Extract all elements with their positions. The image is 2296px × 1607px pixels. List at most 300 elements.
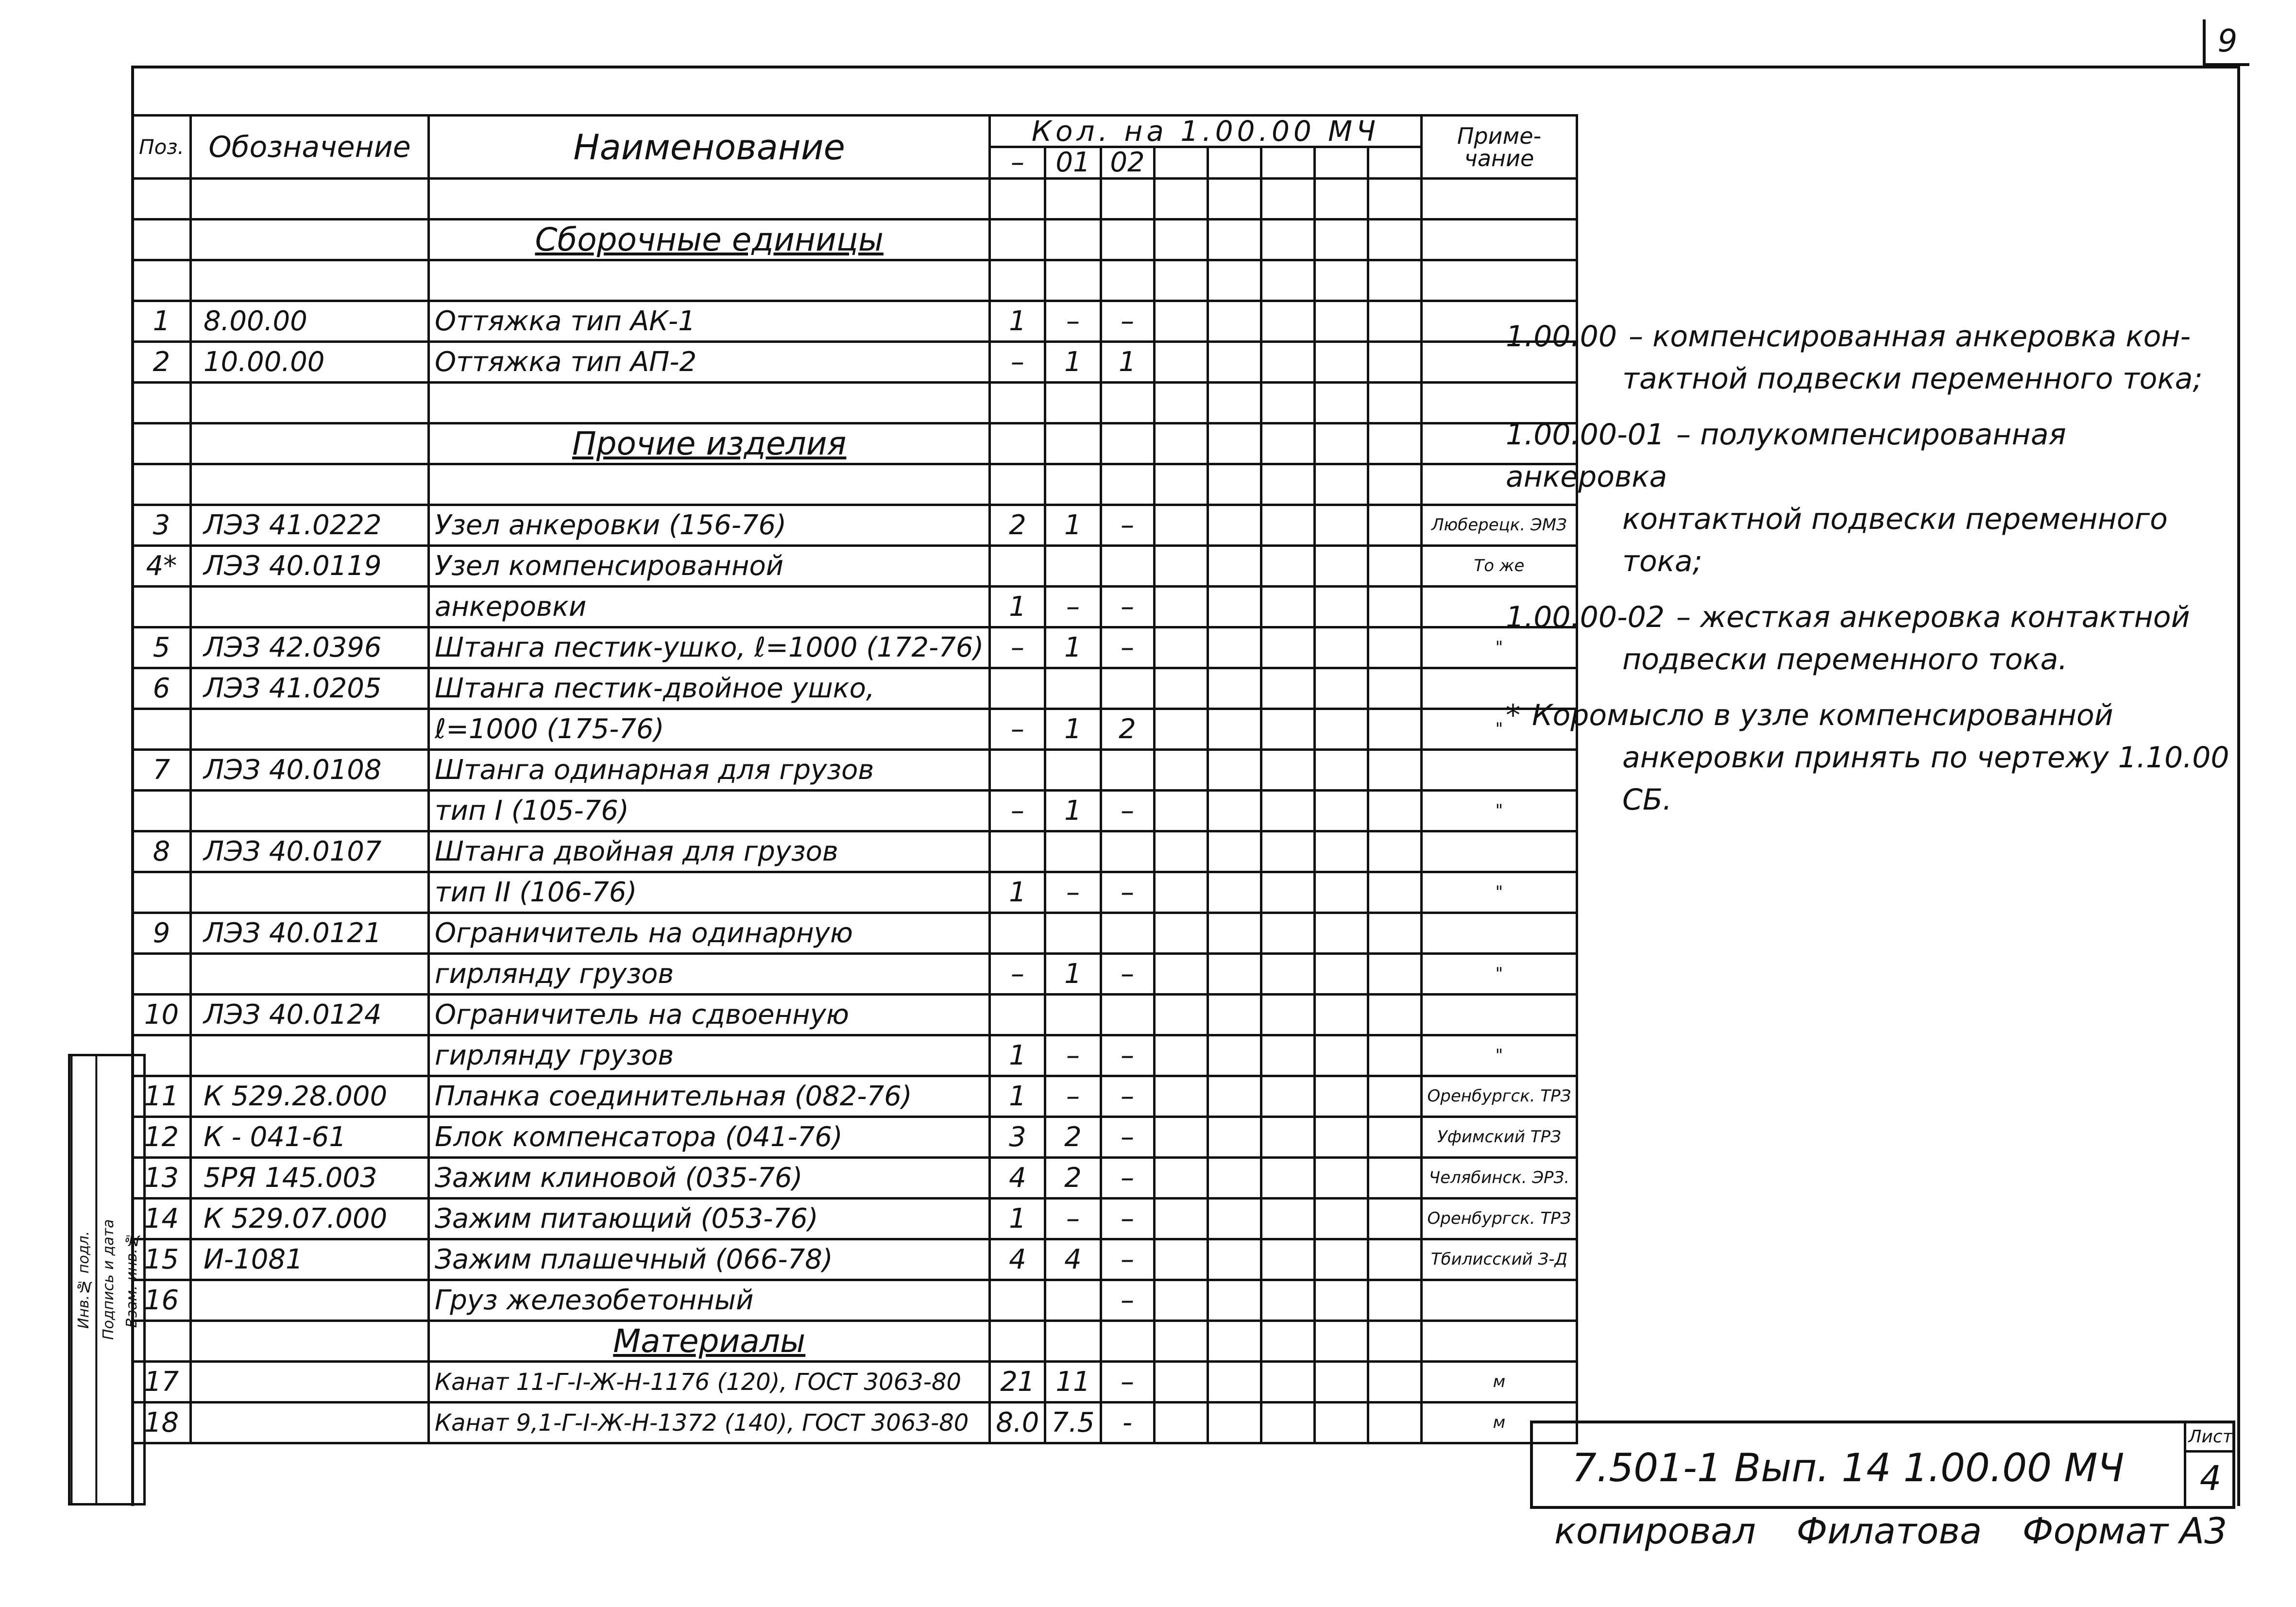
cell-qty [1261,1362,1314,1403]
cell-pos: 18 [133,1403,191,1443]
cell-note: Челябинск. ЭРЗ. [1421,1158,1577,1199]
cell-qty [1154,342,1208,383]
col-qty-empty [1261,147,1314,179]
cell-qty [1101,668,1154,709]
cell-qty [1208,587,1261,627]
sheet-value: 4 [2184,1450,2235,1506]
table-row [133,627,1577,668]
cell-pos: 8 [133,831,191,872]
cell-qty: 2 [1101,709,1154,750]
cell-note [1421,831,1577,872]
col-qty-empty [1314,147,1368,179]
cell-qty [1261,668,1314,709]
cell-qty [1314,1158,1368,1199]
section-row [133,220,1577,260]
cell-qty [1314,1076,1368,1117]
cell-qty [1314,423,1368,464]
cell-pos: 15 [133,1239,191,1280]
cell-qty: 21 [990,1362,1045,1403]
cell-qty: – [1045,1076,1101,1117]
cell-qty [1314,505,1368,546]
cell-note: м [1421,1403,1577,1443]
table-row [133,1403,1577,1443]
cell-designation: 5РЯ 145.003 [191,1158,429,1199]
cell-qty [1045,913,1101,954]
cell-note: Тбилисский З-Д [1421,1239,1577,1280]
table-row [133,1239,1577,1280]
cell-name: Ограничитель на сдвоенную [429,995,990,1035]
cell-qty [1368,342,1421,383]
cell-qty: 1 [990,1035,1045,1076]
cell-qty [1208,1280,1261,1321]
cell-name: Зажим плашечный (066-78) [429,1239,990,1280]
cell-designation [191,179,429,220]
cell-designation [191,709,429,750]
cell-qty [1368,709,1421,750]
cell-qty: – [1045,1035,1101,1076]
cell-pos: 7 [133,750,191,791]
cell-qty [1101,260,1154,301]
col-qty-empty [1154,147,1208,179]
cell-qty: 1 [1045,505,1101,546]
cell-name: Груз железобетонный [429,1280,990,1321]
table-row [133,383,1577,423]
title-block [1530,1421,2235,1509]
cell-qty [1154,954,1208,995]
cell-qty [1314,342,1368,383]
cell-name: Оттяжка тип АП-2 [429,342,990,383]
cell-qty [1314,872,1368,913]
cell-qty [1368,1321,1421,1362]
section-row [133,1321,1577,1362]
cell-qty [1045,1280,1101,1321]
cell-qty [1261,383,1314,423]
cell-qty [1368,179,1421,220]
cell-pos: 9 [133,913,191,954]
cell-qty [1154,423,1208,464]
cell-qty [1261,872,1314,913]
table-row [133,872,1577,913]
footer [1554,1510,2256,1552]
cell-designation [191,791,429,831]
cell-name [429,260,990,301]
cell-qty [1208,179,1261,220]
cell-designation: ЛЭЗ 41.0205 [191,668,429,709]
cell-qty [1045,220,1101,260]
cell-designation [191,954,429,995]
cell-qty: – [1101,1158,1154,1199]
side-stamp [68,1054,146,1506]
cell-note: м [1421,1362,1577,1403]
cell-pos [133,179,191,220]
cell-qty: – [990,791,1045,831]
cell-qty: 8.0 [990,1403,1045,1443]
cell-name: тип I (105-76) [429,791,990,831]
cell-qty [1261,1321,1314,1362]
table-row [133,1076,1577,1117]
table-row [133,913,1577,954]
cell-qty: 1 [1101,342,1154,383]
cell-note: " [1421,1035,1577,1076]
cell-qty [1261,627,1314,668]
cell-qty [1314,1321,1368,1362]
cell-qty: – [1101,1362,1154,1403]
cell-designation: К - 041-61 [191,1117,429,1158]
cell-note: " [1421,954,1577,995]
cell-qty [1101,179,1154,220]
cell-qty [1208,423,1261,464]
cell-qty [1154,1403,1208,1443]
cell-qty: – [1101,627,1154,668]
sheet-label: Лист [2184,1423,2235,1453]
col-designation-header: Обозначение [191,116,429,179]
cell-qty: – [1101,301,1154,342]
cell-name: Штанга пестик-ушко, ℓ=1000 (172-76) [429,627,990,668]
cell-qty: 4 [990,1239,1045,1280]
cell-pos [133,464,191,505]
cell-qty [1368,505,1421,546]
cell-qty [1101,750,1154,791]
cell-qty [990,423,1045,464]
cell-qty [1368,995,1421,1035]
cell-qty: 1 [1045,709,1101,750]
cell-pos: 10 [133,995,191,1035]
cell-qty [1208,831,1261,872]
cell-qty [1368,1199,1421,1239]
side-stamp-cell: Инв.№ подл. [70,1056,95,1503]
cell-qty [1208,342,1261,383]
cell-name: Узел анкеровки (156-76) [429,505,990,546]
cell-qty [990,913,1045,954]
cell-qty [1314,668,1368,709]
cell-qty [1154,750,1208,791]
cell-qty [1208,1239,1261,1280]
cell-qty [1208,709,1261,750]
cell-qty [1261,1199,1314,1239]
cell-qty [1314,750,1368,791]
note-lead: * [1506,698,1520,732]
cell-qty [1261,464,1314,505]
table-row [133,750,1577,791]
cell-qty [1154,505,1208,546]
cell-qty [1261,260,1314,301]
cell-pos [133,709,191,750]
col-qty-group-header: Кол. на 1.00.00 МЧ [990,116,1421,147]
cell-qty [1101,831,1154,872]
cell-qty [1154,220,1208,260]
table-row [133,1117,1577,1158]
table-row [133,1280,1577,1321]
cell-qty [1045,750,1101,791]
cell-name: Штанга двойная для грузов [429,831,990,872]
cell-qty: – [1045,587,1101,627]
note-text: – компенсированная анкеровка кон- [1629,320,2191,354]
cell-qty [1261,913,1314,954]
col-name-header: Наименование [429,116,990,179]
cell-name: гирлянду грузов [429,954,990,995]
cell-qty [1208,1158,1261,1199]
cell-designation: И-1081 [191,1239,429,1280]
cell-qty [1154,587,1208,627]
cell-qty [1314,791,1368,831]
cell-pos [133,423,191,464]
cell-qty [1314,995,1368,1035]
cell-qty [1314,1362,1368,1403]
cell-qty [1261,1239,1314,1280]
cell-qty: 1 [1045,954,1101,995]
cell-qty [1261,505,1314,546]
specification-table [131,114,1578,1444]
cell-qty: – [990,709,1045,750]
cell-qty [990,179,1045,220]
cell-qty [1101,383,1154,423]
cell-qty [1368,464,1421,505]
cell-name: Штанга одинарная для грузов [429,750,990,791]
cell-qty: – [1101,791,1154,831]
cell-qty [1314,546,1368,587]
cell-qty: – [1101,872,1154,913]
cell-qty [1154,1117,1208,1158]
cell-qty: – [990,954,1045,995]
section-title: Сборочные единицы [429,220,990,260]
cell-qty: – [1101,505,1154,546]
cell-name: Блок компенсатора (041-76) [429,1117,990,1158]
cell-qty [1208,260,1261,301]
cell-note [1421,220,1577,260]
cell-pos [133,872,191,913]
cell-qty [1101,995,1154,1035]
cell-qty: 3 [990,1117,1045,1158]
cell-qty: – [990,627,1045,668]
cell-qty [1208,505,1261,546]
cell-designation: 8.00.00 [191,301,429,342]
table-row [133,995,1577,1035]
cell-qty [1368,1117,1421,1158]
col-qty-empty [1208,147,1261,179]
cell-qty [1154,1280,1208,1321]
cell-qty [1314,627,1368,668]
cell-note: " [1421,709,1577,750]
cell-qty [1368,260,1421,301]
cell-note: Оренбургск. ТРЗ [1421,1076,1577,1117]
cell-note: То же [1421,546,1577,587]
cell-qty [990,220,1045,260]
cell-designation [191,1403,429,1443]
cell-name: Канат 11-Г-I-Ж-Н-1176 (120), ГОСТ 3063-80 [429,1362,990,1403]
table-row [133,1362,1577,1403]
note-continuation: подвески переменного тока. [1622,643,2068,677]
cell-designation: ЛЭЗ 40.0119 [191,546,429,587]
cell-qty: – [1101,1199,1154,1239]
cell-qty [1208,872,1261,913]
cell-qty [1368,1280,1421,1321]
cell-pos: 14 [133,1199,191,1239]
cell-qty [1261,220,1314,260]
cell-qty [1368,954,1421,995]
sheet-number: 9 [2203,19,2249,66]
cell-qty [1261,831,1314,872]
cell-pos: 5 [133,627,191,668]
table-row [133,587,1577,627]
cell-designation: ЛЭЗ 40.0121 [191,913,429,954]
note-text: – полукомпенсированная анкеровка [1506,418,2066,494]
table-row [133,954,1577,995]
cell-name [429,464,990,505]
cell-designation [191,464,429,505]
cell-designation: ЛЭЗ 41.0222 [191,505,429,546]
cell-qty: – [1101,587,1154,627]
note-lead: 1.00.00-02 [1506,600,1665,634]
cell-name: гирлянду грузов [429,1035,990,1076]
cell-qty: 4 [990,1158,1045,1199]
cell-qty [1154,709,1208,750]
cell-note: Оренбургск. ТРЗ [1421,1199,1577,1239]
cell-designation [191,220,429,260]
cell-qty [1261,1076,1314,1117]
cell-qty [1208,383,1261,423]
cell-qty [1368,1076,1421,1117]
side-stamp-cell: Подпись и дата [95,1056,120,1503]
col-pos-header: Поз. [133,116,191,179]
cell-qty [1154,995,1208,1035]
cell-qty [990,464,1045,505]
cell-pos: 1 [133,301,191,342]
cell-name: Зажим клиновой (035-76) [429,1158,990,1199]
side-stamp-cell: Взам. инв.№ [123,1232,140,1328]
cell-qty: 1 [990,1076,1045,1117]
cell-qty [1154,301,1208,342]
cell-qty [1261,1117,1314,1158]
cell-qty [1314,260,1368,301]
table-row [133,260,1577,301]
cell-qty [1314,383,1368,423]
cell-qty [1154,872,1208,913]
cell-note [1421,995,1577,1035]
cell-note [1421,179,1577,220]
cell-qty [1368,913,1421,954]
cell-qty: 1 [1045,342,1101,383]
cell-qty [1208,627,1261,668]
table-row [133,831,1577,872]
col-qty-02: 02 [1101,147,1154,179]
cell-qty [1208,220,1261,260]
cell-qty [1154,913,1208,954]
cell-qty [1208,1035,1261,1076]
cell-qty [1261,750,1314,791]
cell-qty [990,260,1045,301]
cell-designation [191,872,429,913]
cell-qty [1261,995,1314,1035]
cell-designation [191,1362,429,1403]
cell-designation: ЛЭЗ 42.0396 [191,627,429,668]
cell-qty [1368,220,1421,260]
cell-qty [1045,1321,1101,1362]
cell-qty: 1 [990,1199,1045,1239]
footer-format: Формат А3 [2022,1510,2228,1552]
cell-qty: 2 [1045,1158,1101,1199]
cell-qty [1208,995,1261,1035]
cell-qty [1368,383,1421,423]
cell-designation: 10.00.00 [191,342,429,383]
cell-qty [1208,1076,1261,1117]
cell-name: Канат 9,1-Г-I-Ж-Н-1372 (140), ГОСТ 3063-80 [429,1403,990,1443]
cell-qty: – [1101,1239,1154,1280]
cell-designation: ЛЭЗ 40.0107 [191,831,429,872]
note-continuation: контактной подвески переменного тока; [1622,502,2168,578]
cell-qty: – [990,342,1045,383]
cell-designation [191,383,429,423]
cell-qty: 1 [1045,627,1101,668]
cell-qty [1208,1199,1261,1239]
cell-qty: 7.5 [1045,1403,1101,1443]
cell-qty [990,546,1045,587]
cell-qty [1045,464,1101,505]
cell-pos [133,954,191,995]
table-row [133,709,1577,750]
cell-qty [1154,791,1208,831]
cell-qty: – [1101,1117,1154,1158]
cell-qty [1261,791,1314,831]
cell-pos: 4* [133,546,191,587]
cell-qty [1154,1239,1208,1280]
cell-name: Штанга пестик-двойное ушко, [429,668,990,709]
cell-pos: 11 [133,1076,191,1117]
cell-qty [1208,791,1261,831]
cell-qty [1314,1117,1368,1158]
footer-copied: копировал [1554,1510,1756,1552]
cell-designation [191,1035,429,1076]
cell-qty [1208,546,1261,587]
cell-qty [1368,668,1421,709]
cell-qty [990,831,1045,872]
cell-name: Зажим питающий (053-76) [429,1199,990,1239]
table-body [133,179,1577,1443]
cell-qty [1154,627,1208,668]
cell-qty [1368,1403,1421,1443]
note-item [1506,596,2234,681]
cell-qty [1261,954,1314,995]
cell-note: " [1421,627,1577,668]
note-item [1506,694,2234,821]
table-row [133,505,1577,546]
cell-qty [990,668,1045,709]
cell-qty [1368,546,1421,587]
table-row [133,791,1577,831]
cell-qty [1045,179,1101,220]
cell-qty [1261,1035,1314,1076]
cell-designation [191,423,429,464]
cell-qty [1314,913,1368,954]
cell-qty [1208,464,1261,505]
cell-designation [191,1280,429,1321]
cell-qty [1368,1158,1421,1199]
cell-name: Планка соединительная (082-76) [429,1076,990,1117]
cell-designation: К 529.07.000 [191,1199,429,1239]
cell-name: тип II (106-76) [429,872,990,913]
cell-qty [1208,1117,1261,1158]
cell-qty [1045,831,1101,872]
cell-qty: – [1101,1076,1154,1117]
cell-qty [990,1280,1045,1321]
cell-qty [1314,709,1368,750]
table-row [133,179,1577,220]
cell-qty: 4 [1045,1239,1101,1280]
cell-qty [1368,1362,1421,1403]
cell-qty [1314,831,1368,872]
cell-qty [1045,423,1101,464]
cell-qty [1368,872,1421,913]
table-row [133,301,1577,342]
